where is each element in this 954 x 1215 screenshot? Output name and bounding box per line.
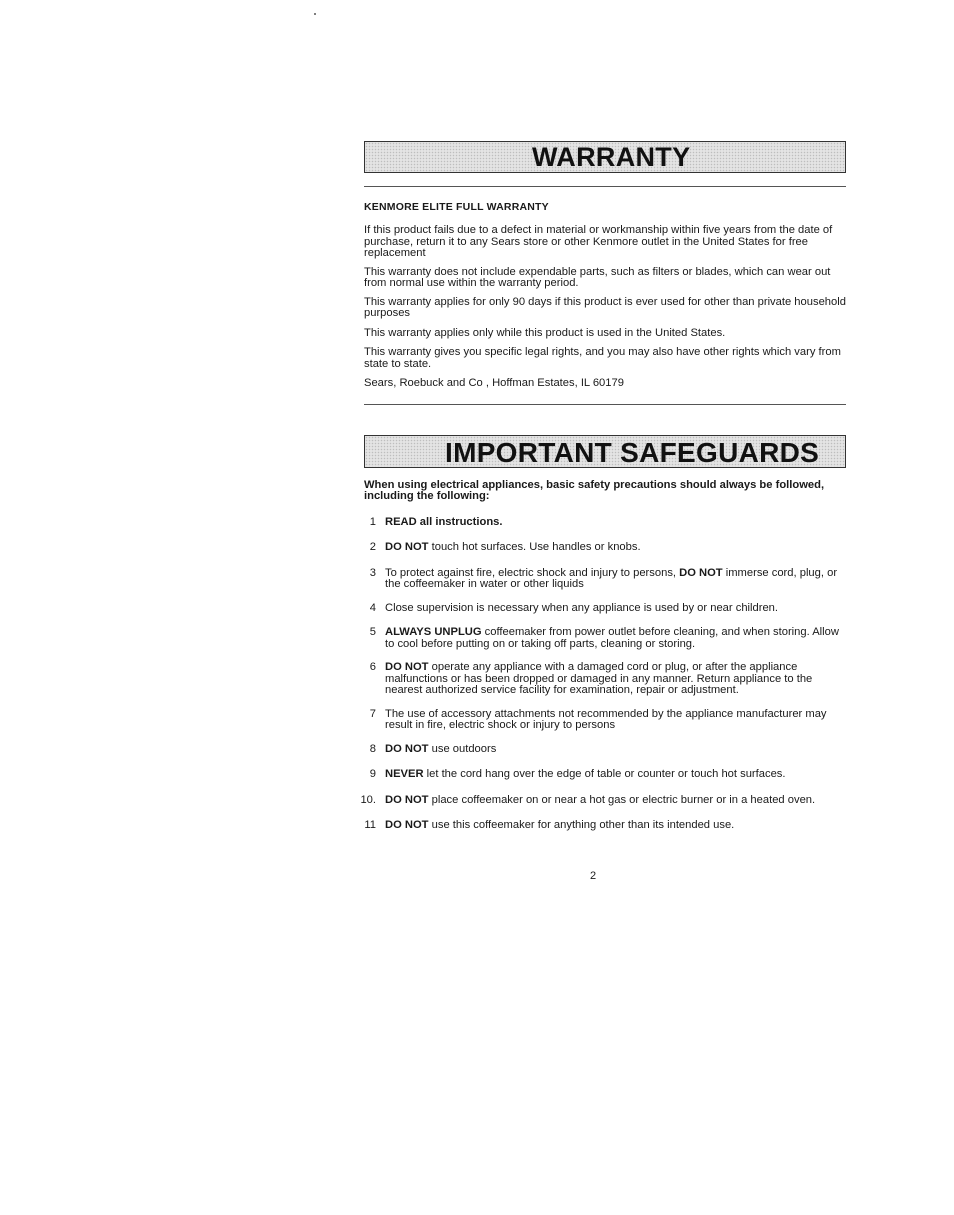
list-item-emphasis: DO NOT	[385, 793, 429, 806]
page-content	[360, 141, 846, 832]
warranty-paragraph: This warranty does not include expendable parts, such as filters or blades, which can wear out from normal use within the warranty period.	[364, 265, 831, 289]
list-item-emphasis: DO NOT	[385, 541, 429, 553]
list-item-number: 7	[369, 707, 376, 720]
warranty-address: Sears, Roebuck and Co , Hoffman Estates, IL 60179	[364, 377, 624, 389]
list-item-text: coffeemaker from power outlet before cleaning, and when storing. Allow to cool before putting on or taking off parts, cleaning or storing.	[385, 626, 839, 650]
list-item-text: To protect against fire, electric shock and injury to persons,	[385, 566, 680, 579]
list-item	[364, 603, 846, 615]
list-item-text: use outdoors	[428, 742, 497, 755]
list-item	[364, 517, 846, 529]
scan-speck	[314, 13, 316, 15]
list-item	[364, 744, 846, 756]
list-item-number: 4	[369, 601, 376, 614]
list-item	[364, 568, 846, 591]
list-item-text: operate any appliance with a damaged cord or plug, or after the appliance malfunctions or has been dropped or damaged in any manner. Return appliance to the nearest authorized service facility for examination, repair or adjustment.	[385, 661, 813, 696]
list-item-text: The use of accessory attachments not recommended by the appliance manufacturer may result in fire, electric shock or injury to persons	[385, 707, 827, 731]
safeguards-list	[360, 515, 846, 832]
list-item-number: 3	[369, 566, 376, 579]
safeguards-intro: When using electrical appliances, basic safety precautions should always be followed, including the following:	[364, 478, 825, 502]
safeguards-title: IMPORTANT SAFEGUARDS	[445, 436, 820, 468]
list-item	[364, 709, 846, 732]
list-item	[364, 542, 846, 554]
list-item-emphasis: READ all instructions.	[385, 515, 503, 528]
warranty-subheading: KENMORE ELITE FULL WARRANTY	[364, 201, 549, 213]
safeguards-banner	[364, 435, 846, 468]
list-item-text: touch hot surfaces. Use handles or knobs.	[428, 541, 641, 553]
list-item-number: 10.	[360, 793, 376, 806]
list-item-text: let the cord hang over the edge of table or counter or touch hot surfaces.	[423, 768, 786, 780]
list-item-number: 6	[369, 661, 376, 673]
list-item	[364, 820, 846, 832]
list-item-text: place coffeemaker on or near a hot gas or electric burner or in a heated oven.	[428, 793, 816, 806]
warranty-paragraph: If this product fails due to a defect in material or workmanship within five years from the date of purchase, return it to any Sears store or other Kenmore outlet in the United States for free replacement	[364, 224, 833, 259]
warranty-top-rule	[364, 186, 846, 187]
list-item	[360, 793, 846, 807]
list-item-emphasis: DO NOT	[385, 661, 429, 673]
list-item-number: 9	[369, 768, 376, 780]
warranty-paragraph: This warranty applies only while this product is used in the United States.	[364, 326, 726, 339]
warranty-title: WARRANTY	[532, 142, 691, 172]
warranty-paragraph: This warranty applies for only 90 days if this product is ever used for other than private household purposes	[364, 295, 846, 319]
warranty-banner	[364, 141, 846, 173]
list-item-emphasis: DO NOT	[385, 742, 429, 755]
page-number: 2	[590, 870, 597, 882]
list-item-number: 5	[369, 626, 376, 638]
list-item	[364, 662, 846, 697]
list-item-number: 11	[364, 819, 376, 831]
list-item-emphasis: DO NOT	[679, 566, 723, 579]
list-item-number: 1	[369, 515, 376, 528]
list-item-text: Close supervision is necessary when any appliance is used by or near children.	[385, 601, 779, 614]
list-item-number: 2	[369, 541, 376, 553]
list-item-text: immerse cord, plug, or the coffeemaker in water or other liquids	[385, 566, 838, 590]
warranty-bottom-rule	[364, 404, 846, 405]
list-item-text: use this coffeemaker for anything other than its intended use.	[428, 819, 735, 831]
warranty-paragraph: This warranty gives you specific legal rights, and you may also have other rights which vary from state to state.	[364, 346, 841, 370]
list-item-emphasis: ALWAYS UNPLUG	[385, 626, 482, 638]
list-item	[364, 769, 846, 781]
list-item-emphasis: DO NOT	[385, 819, 429, 831]
list-item	[364, 627, 846, 650]
list-item-emphasis: NEVER	[385, 768, 424, 780]
list-item-number: 8	[369, 742, 376, 755]
